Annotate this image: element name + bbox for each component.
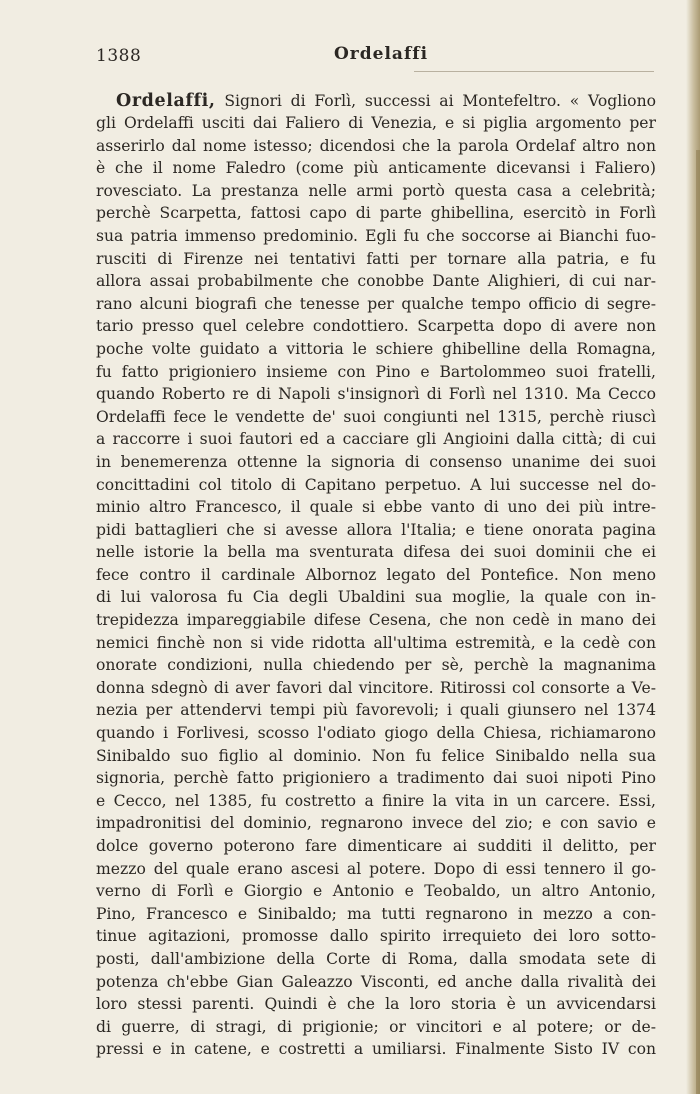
text-line: allora assai probabilmente che conobbe Dante Alighieri, di cui nar- xyxy=(96,272,656,291)
text-line: rovesciato. La prestanza nelle armi portò questa casa a celebrità; xyxy=(96,181,656,200)
text-line: verno di Forlì e Giorgio e Antonio e Teobaldo, un altro Antonio, xyxy=(96,882,656,901)
text-line: fu fatto prigioniero insieme con Pino e Bartolommeo suoi fratelli, xyxy=(96,362,656,381)
text-line: tario presso quel celebre condottiero. Scarpetta dopo di avere non xyxy=(96,317,656,336)
text-line: potenza ch'ebbe Gian Galeazzo Visconti, ed anche dalla rivalità dei xyxy=(96,972,656,991)
text-line: di guerre, di stragi, di prigionie; or vincitori e al potere; or de- xyxy=(96,1017,656,1036)
entry-text xyxy=(96,88,656,1061)
text-line: nelle istorie la bella ma sventurata difesa dei suoi dominii che ei xyxy=(96,543,656,562)
header-rule xyxy=(414,71,654,72)
running-title: Ordelaffi xyxy=(334,44,429,64)
text-line: nezia per attendervi tempi più favorevoli; i quali giunsero nel 1374 xyxy=(96,701,656,720)
text-line: donna sdegnò di aver favori dal vincitore. Ritirossi col consorte a Ve- xyxy=(96,678,656,697)
text-line: in benemerenza ottenne la signoria di consenso unanime dei suoi xyxy=(96,452,656,471)
text-line: sua patria immenso predominio. Egli fu che soccorse ai Bianchi fuo- xyxy=(96,226,656,245)
text-line: quando i Forlivesi, scosso l'odiato giogo della Chiesa, richiamarono xyxy=(96,724,656,743)
page-edge-binding xyxy=(696,150,700,1094)
text-line: loro stessi parenti. Quindi è che la loro storia è un avvicendarsi xyxy=(96,995,656,1014)
text-line: gli Ordelaffi usciti dai Faliero di Venezia, e si piglia argomento per xyxy=(96,114,656,132)
text-line: Ordelaffi fece le vendette de' suoi congiunti nel 1315, perchè riuscì xyxy=(96,407,656,426)
entry-first-line xyxy=(96,88,656,112)
text-line: mezzo del quale erano ascesi al potere. Dopo di essi tennero il go- xyxy=(96,859,656,878)
text-line: rano alcuni biografi che tenesse per qualche tempo officio di segre- xyxy=(96,294,656,313)
page-number: 1388 xyxy=(96,46,142,66)
text-line: pidi battaglieri che si avesse allora l'Italia; e tiene onorata pagina xyxy=(96,520,656,539)
text-line: Pino, Francesco e Sinibaldo; ma tutti regnarono in mezzo a con- xyxy=(96,904,656,923)
text-line: quando Roberto re di Napoli s'insignorì di Forlì nel 1310. Ma Cecco xyxy=(96,385,656,404)
text-line: concittadini col titolo di Capitano perpetuo. A lui successe nel do- xyxy=(96,475,656,494)
text-line: rusciti di Firenze nei tentativi fatti per tornare alla patria, e fu xyxy=(96,249,656,268)
text-line: posti, dall'ambizione della Corte di Roma, dalla smodata sete di xyxy=(96,949,656,968)
text-line: di lui valorosa fu Cia degli Ubaldini sua moglie, la quale con in- xyxy=(96,588,656,607)
text-line: perchè Scarpetta, fattosi capo di parte ghibellina, esercitò in Forlì xyxy=(96,204,656,223)
entry-lead-word: Ordelaffi, xyxy=(116,91,216,111)
text-line: impadronitisi del dominio, regnarono invece del zio; e con savio e xyxy=(96,814,656,833)
text-line: poche volte guidato a vittoria le schiere ghibelline della Romagna, xyxy=(96,339,656,358)
text-line: pressi e in catene, e costretti a umiliarsi. Finalmente Sisto IV con xyxy=(96,1040,656,1059)
text-line: minio altro Francesco, il quale si ebbe vanto di uno dei più intre- xyxy=(96,498,656,517)
text-line: a raccorre i suoi fautori ed a cacciare gli Angioini dalla città; di cui xyxy=(96,430,656,449)
page-header xyxy=(96,44,656,74)
text-line: tinue agitazioni, promosse dallo spirito irrequieto dei loro sotto- xyxy=(96,927,656,946)
text-line: onorate condizioni, nulla chiedendo per sè, perchè la magnanima xyxy=(96,656,656,675)
text-line: trepidezza impareggiabile difese Cesena, che non cedè in mano dei xyxy=(96,611,656,630)
text-line: nemici finchè non si vide ridotta all'ultima estremità, e la cedè con xyxy=(96,633,656,652)
text-line: Sinibaldo suo figlio al dominio. Non fu felice Sinibaldo nella sua xyxy=(96,746,656,765)
text-line: signoria, perchè fatto prigioniero a tradimento dai suoi nipoti Pino xyxy=(96,769,656,788)
text-line: fece contro il cardinale Albornoz legato del Pontefice. Non meno xyxy=(96,565,656,584)
text-line: asserirlo dal nome istesso; dicendosi che la parola Ordelaf altro non xyxy=(96,136,656,155)
text-line: è che il nome Faledro (come più anticamente dicevansi i Faliero) xyxy=(96,159,656,178)
text-line: e Cecco, nel 1385, fu costretto a finire la vita in un carcere. Essi, xyxy=(96,791,656,810)
entry-first-line-text: Signori di Forlì, successi ai Montefeltro. « Vogliono xyxy=(224,92,656,110)
text-line: dolce governo poterono fare dimenticare ai sudditi il delitto, per xyxy=(96,837,656,855)
